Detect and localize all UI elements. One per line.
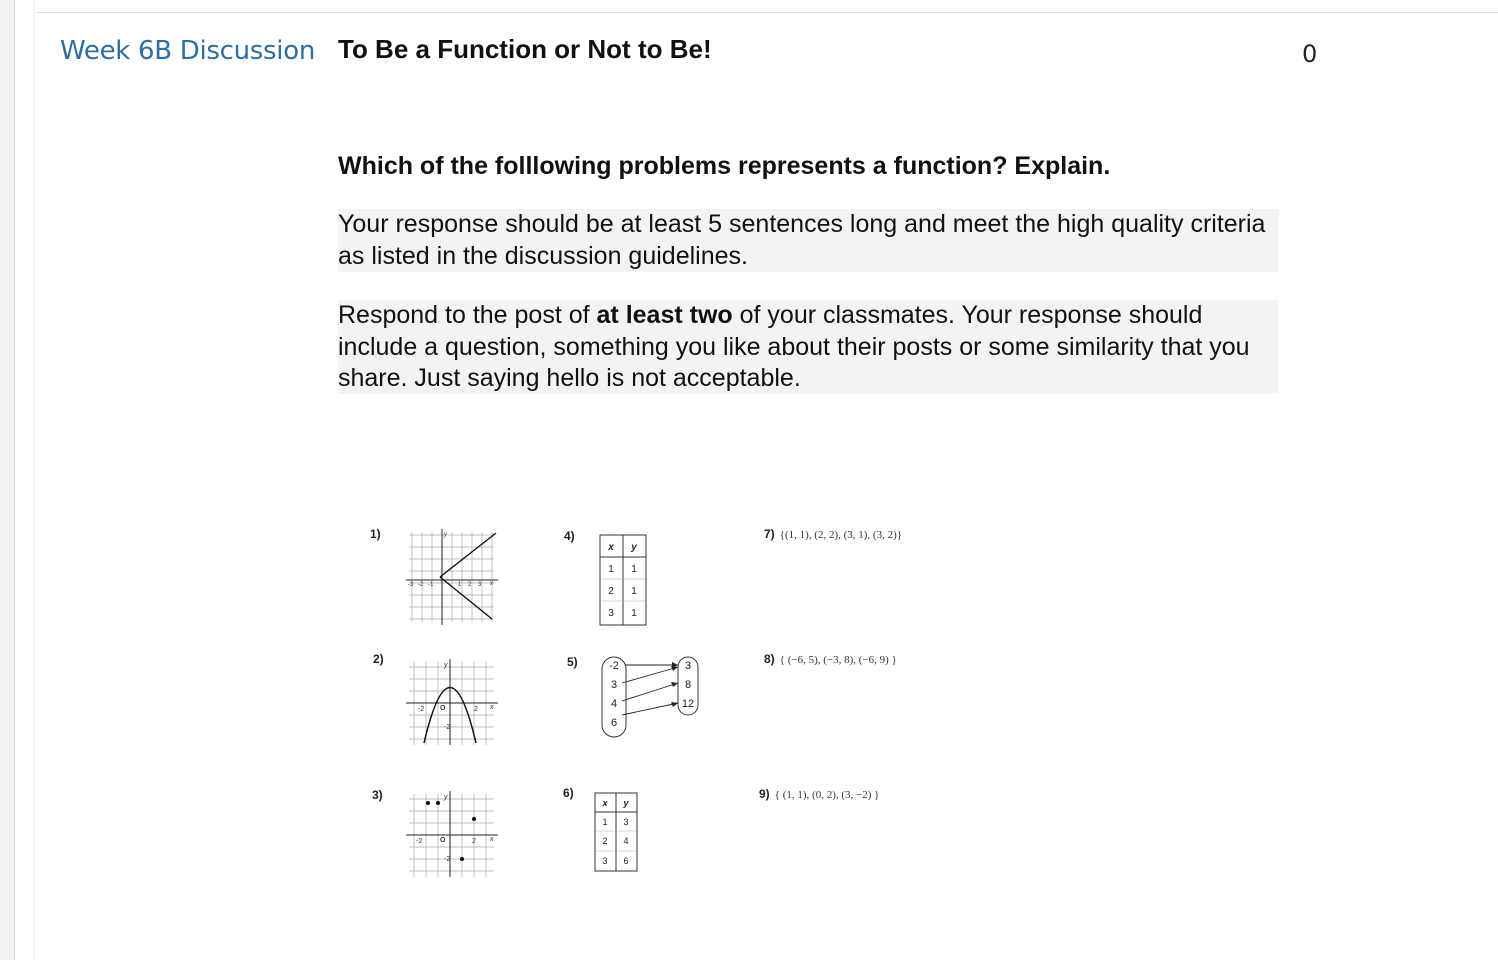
table-6-cell: 1 xyxy=(602,817,608,827)
table-4-cell: 1 xyxy=(631,564,637,575)
problem-2-label: 2) xyxy=(373,652,384,666)
table-4-cell: 3 xyxy=(608,608,614,619)
problem-7-set xyxy=(764,527,902,541)
graph-2-tick: -2 xyxy=(418,706,425,713)
left-sidebar-edge xyxy=(0,0,15,960)
mapping-5-domain: -2 xyxy=(609,660,619,672)
graph-1-tick: -3 xyxy=(408,582,414,588)
table-6-cell: 2 xyxy=(602,836,608,846)
function-worksheet-image xyxy=(360,505,960,885)
table-6-header: y xyxy=(623,798,629,808)
set-7-text: {(1, 1), (2, 2), (3, 1), (3, 2)} xyxy=(779,529,903,541)
graph-2-y-label: y xyxy=(444,662,448,669)
table-6-cell: 3 xyxy=(623,817,629,827)
problem-7-label: 7) xyxy=(764,527,775,541)
problem-5-label: 5) xyxy=(567,655,578,669)
graph-1-y-label: y xyxy=(444,532,447,538)
table-4 xyxy=(598,533,650,629)
graph-2-origin: O xyxy=(440,705,446,712)
assignment-title: To Be a Function or Not to Be! xyxy=(338,34,712,64)
problem-6-label: 6) xyxy=(563,786,574,800)
graph-1-tick: 1 xyxy=(458,582,462,588)
graph-1-tick: 3 xyxy=(478,582,482,588)
set-9-text: { (1, 1), (0, 2), (3, −2) } xyxy=(774,789,880,801)
mapping-5 xyxy=(598,653,708,741)
graph-3-tick: -2 xyxy=(444,856,451,863)
problem-8-label: 8) xyxy=(764,652,775,666)
table-6-cell: 4 xyxy=(623,836,629,846)
graph-3-y-label: y xyxy=(444,794,448,801)
graph-2-tick: 2 xyxy=(474,706,478,713)
graph-2-x-label: x xyxy=(490,704,494,711)
problem-1-label: 1) xyxy=(370,527,381,541)
mapping-5-range: 12 xyxy=(681,698,695,710)
problem-9-label: 9) xyxy=(759,787,770,801)
reply-requirement: Respond to the post of at least two of your classmates. Your response should include a question, something you like about their posts or some similarity that you share. Just saying hello is not acceptable. xyxy=(338,300,1279,394)
table-4-cell: 2 xyxy=(608,586,614,597)
graph-1-tick: -2 xyxy=(418,582,424,588)
table-4-cell: 1 xyxy=(608,564,614,575)
graph-1-x-label: x xyxy=(490,581,493,587)
discussion-question: Which of the folllowing problems represents a function? Explain. xyxy=(338,152,1111,180)
graph-3-tick: -2 xyxy=(416,838,423,845)
table-6-cell: 3 xyxy=(602,856,608,866)
table-4-cell: 1 xyxy=(631,608,637,619)
graph-3-origin: O xyxy=(440,837,446,844)
response-requirement: Your response should be at least 5 sentences long and meet the high quality criteria as listed in the discussion guidelines. xyxy=(338,209,1279,272)
mapping-5-domain: 6 xyxy=(610,717,618,729)
assignment-link[interactable]: Week 6B Discussion xyxy=(60,36,316,66)
table-6-header: x xyxy=(602,798,608,808)
problem-3-label: 3) xyxy=(372,788,383,802)
table-4-header: x xyxy=(608,542,614,553)
row-divider xyxy=(36,12,1498,13)
graph-1 xyxy=(404,527,504,627)
graph-1-tick: 2 xyxy=(468,582,472,588)
problem-9-set xyxy=(759,787,879,801)
problem-8-set xyxy=(764,652,897,666)
mapping-5-range: 3 xyxy=(684,660,692,672)
table-4-header: y xyxy=(631,542,637,553)
content-border xyxy=(34,0,35,960)
assignment-score: 0 xyxy=(1302,40,1318,68)
table-4-cell: 1 xyxy=(631,586,637,597)
graph-2-tick: -2 xyxy=(444,724,451,731)
graph-3-x-label: x xyxy=(490,836,494,843)
mapping-5-range: 8 xyxy=(684,679,692,691)
problem-4-label: 4) xyxy=(564,529,575,543)
mapping-5-domain: 4 xyxy=(610,698,618,710)
graph-3 xyxy=(404,789,504,879)
set-8-text: { (−6, 5), (−3, 8), (−6, 9) } xyxy=(779,654,897,666)
graph-2 xyxy=(404,657,504,747)
table-6 xyxy=(593,791,641,875)
mapping-5-domain: 3 xyxy=(610,679,618,691)
graph-3-tick: 2 xyxy=(472,838,476,845)
graph-1-tick: -1 xyxy=(428,582,434,588)
table-6-cell: 6 xyxy=(623,856,629,866)
